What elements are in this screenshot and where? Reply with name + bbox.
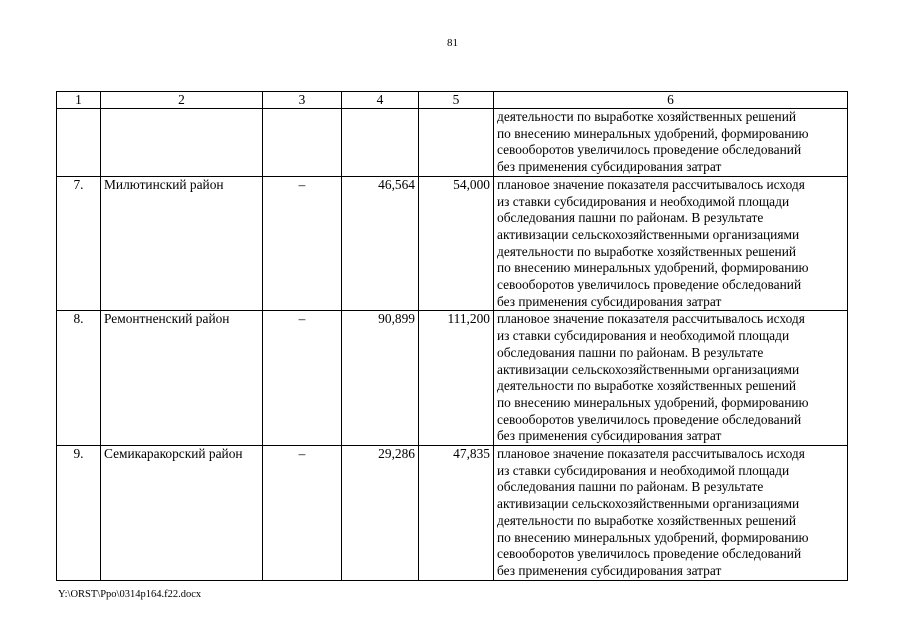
cell-name: Ремонтненский район [101, 311, 263, 446]
cell-col3 [263, 109, 342, 177]
cell-note [494, 109, 848, 177]
column-header: 1 [57, 92, 101, 109]
note-line: из ставки субсидирования и необходимой площади [497, 328, 790, 344]
note-line: деятельности по выработке хозяйственных решений [497, 243, 797, 259]
page-number: 81 [447, 37, 458, 49]
cell-col4: 46,564 [342, 176, 419, 311]
note-line: обследования пашни по районам. В результате [497, 479, 764, 495]
note-line: без применения субсидирования затрат [497, 428, 722, 444]
cell-name [101, 109, 263, 177]
column-header: 5 [419, 92, 494, 109]
table-row-continuation [57, 109, 848, 177]
cell-num: 7. [57, 176, 101, 311]
table-header-row [57, 92, 848, 109]
note-line: плановое значение показателя рассчитывалось исходя [497, 176, 805, 192]
cell-num [57, 109, 101, 177]
cell-num: 9. [57, 446, 101, 581]
cell-name: Семикаракорский район [101, 446, 263, 581]
cell-note [494, 311, 848, 446]
table-row [57, 446, 848, 581]
note-line: по внесению минеральных удобрений, формированию [497, 394, 809, 410]
note-line: севооборотов увеличилось проведение обследований [497, 142, 802, 158]
cell-note [494, 176, 848, 311]
table-row [57, 311, 848, 446]
cell-note [494, 446, 848, 581]
note-line: без применения субсидирования затрат [497, 293, 722, 309]
note-line: по внесению минеральных удобрений, формированию [497, 260, 809, 276]
note-line: севооборотов увеличилось проведение обследований [497, 546, 802, 562]
column-header: 2 [101, 92, 263, 109]
note-line: деятельности по выработке хозяйственных решений [497, 109, 797, 124]
table-row [57, 176, 848, 311]
cell-col3: – [263, 311, 342, 446]
note-line: из ставки субсидирования и необходимой площади [497, 193, 790, 209]
note-line: из ставки субсидирования и необходимой площади [497, 462, 790, 478]
cell-col5: 111,200 [419, 311, 494, 446]
note-line: по внесению минеральных удобрений, формированию [497, 529, 809, 545]
cell-name: Милютинский район [101, 176, 263, 311]
note-line: активизации сельскохозяйственными организациями [497, 226, 800, 242]
note-line: севооборотов увеличилось проведение обследований [497, 411, 802, 427]
cell-col3: – [263, 176, 342, 311]
column-header: 3 [263, 92, 342, 109]
note-line: плановое значение показателя рассчитывалось исходя [497, 446, 805, 462]
cell-col5 [419, 109, 494, 177]
note-line: обследования пашни по районам. В результате [497, 344, 764, 360]
cell-col5: 47,835 [419, 446, 494, 581]
data-table [56, 91, 848, 581]
note-line: деятельности по выработке хозяйственных решений [497, 512, 797, 528]
cell-col4: 29,286 [342, 446, 419, 581]
column-header: 4 [342, 92, 419, 109]
note-line: обследования пашни по районам. В результате [497, 210, 764, 226]
note-line: активизации сельскохозяйственными организациями [497, 361, 800, 377]
note-line: деятельности по выработке хозяйственных решений [497, 378, 797, 394]
cell-col3: – [263, 446, 342, 581]
cell-num: 8. [57, 311, 101, 446]
note-line: по внесению минеральных удобрений, формированию [497, 125, 809, 141]
note-line: севооборотов увеличилось проведение обследований [497, 277, 802, 293]
cell-col5: 54,000 [419, 176, 494, 311]
cell-col4 [342, 109, 419, 177]
column-header: 6 [494, 92, 848, 109]
cell-col4: 90,899 [342, 311, 419, 446]
footer-file-path: Y:\ORST\Ppo\0314p164.f22.docx [58, 589, 202, 600]
note-line: без применения субсидирования затрат [497, 159, 722, 175]
note-line: плановое значение показателя рассчитывалось исходя [497, 311, 805, 327]
note-line: активизации сельскохозяйственными организациями [497, 496, 800, 512]
note-line: без применения субсидирования затрат [497, 562, 722, 578]
